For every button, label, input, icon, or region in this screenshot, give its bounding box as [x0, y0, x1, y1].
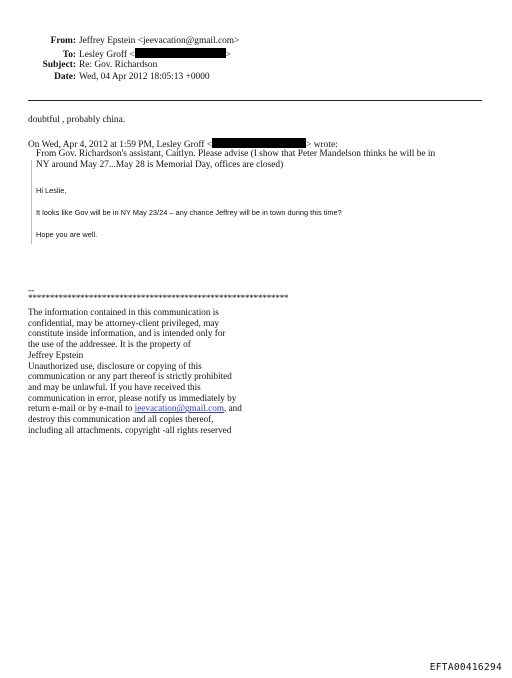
disclaimer-line: communication or any part thereof is strictly prohibited	[28, 371, 232, 382]
email-link[interactable]: jeevacation@gmail.com	[134, 403, 224, 414]
disclaimer	[28, 307, 242, 435]
signature-stars: ************************************************************	[28, 294, 289, 304]
disclaimer-line: the use of the addressee. It is the property of	[28, 339, 191, 350]
quote-message: It looks like Gov will be in NY May 23/24 – any chance Jeffrey will be in town during this time?	[36, 208, 342, 217]
quote-closing: Hope you are well.	[36, 230, 98, 239]
subject-value: Re: Gov. Richardson	[79, 60, 158, 70]
notify-prefix: return e-mail or by e-mail to	[28, 403, 135, 414]
disclaimer-line: and may be unlawful. If you have received this	[28, 381, 201, 392]
quote-line-2: NY around May 27...May 28 is Memorial Day, offices are closed)	[36, 160, 284, 170]
disclaimer-line: Jeffrey Epstein	[28, 349, 84, 360]
signature-dash: --	[28, 286, 35, 296]
notify-suffix: , and	[223, 403, 242, 414]
disclaimer-line: including all attachments. copyright -all rights reserved	[28, 424, 232, 435]
quote-greeting: Hi Leslie,	[36, 186, 67, 195]
disclaimer-line: Unauthorized use, disclosure or copying of this	[28, 360, 202, 371]
from-label: From:	[50, 36, 76, 46]
quote-bar	[31, 160, 32, 244]
quote-intro-prefix: On Wed, Apr 4, 2012 at 1:59 PM, Lesley Groff <	[28, 140, 213, 150]
header-subject	[0, 60, 157, 71]
date-value: Wed, 04 Apr 2012 18:05:13 +0000	[79, 72, 210, 82]
disclaimer-line: constitute inside information, and is intended only for	[28, 328, 226, 339]
disclaimer-line: The information contained in this communication is	[28, 307, 219, 317]
redaction-box	[135, 48, 226, 58]
quote-line-1: From Gov. Richardson's assistant, Caitlyn. Please advise (I show that Peter Mandelson thinks he will be in	[36, 149, 436, 159]
subject-label: Subject:	[42, 60, 76, 70]
header-from	[0, 36, 239, 47]
reply-text: doubtful , probably china.	[28, 115, 126, 125]
quote-intro-suffix: > wrote:	[306, 140, 338, 150]
date-label: Date:	[54, 72, 76, 82]
disclaimer-line: destroy this communication and all copies thereof,	[28, 414, 214, 425]
to-suffix: >	[225, 50, 231, 60]
bates-number: EFTA00416294	[429, 662, 502, 673]
from-value: Jeffrey Epstein <jeevacation@gmail.com>	[79, 36, 240, 46]
redaction-box	[212, 138, 306, 148]
disclaimer-line: confidential, may be attorney-client privileged, may	[28, 317, 220, 328]
disclaimer-line: communication in error, please notify us immediately by	[28, 392, 237, 403]
disclaimer-notify-line	[28, 403, 242, 414]
to-prefix: Lesley Groff <	[79, 50, 135, 60]
header-date	[0, 72, 210, 83]
header-divider	[28, 100, 482, 101]
to-label: To:	[62, 50, 76, 60]
